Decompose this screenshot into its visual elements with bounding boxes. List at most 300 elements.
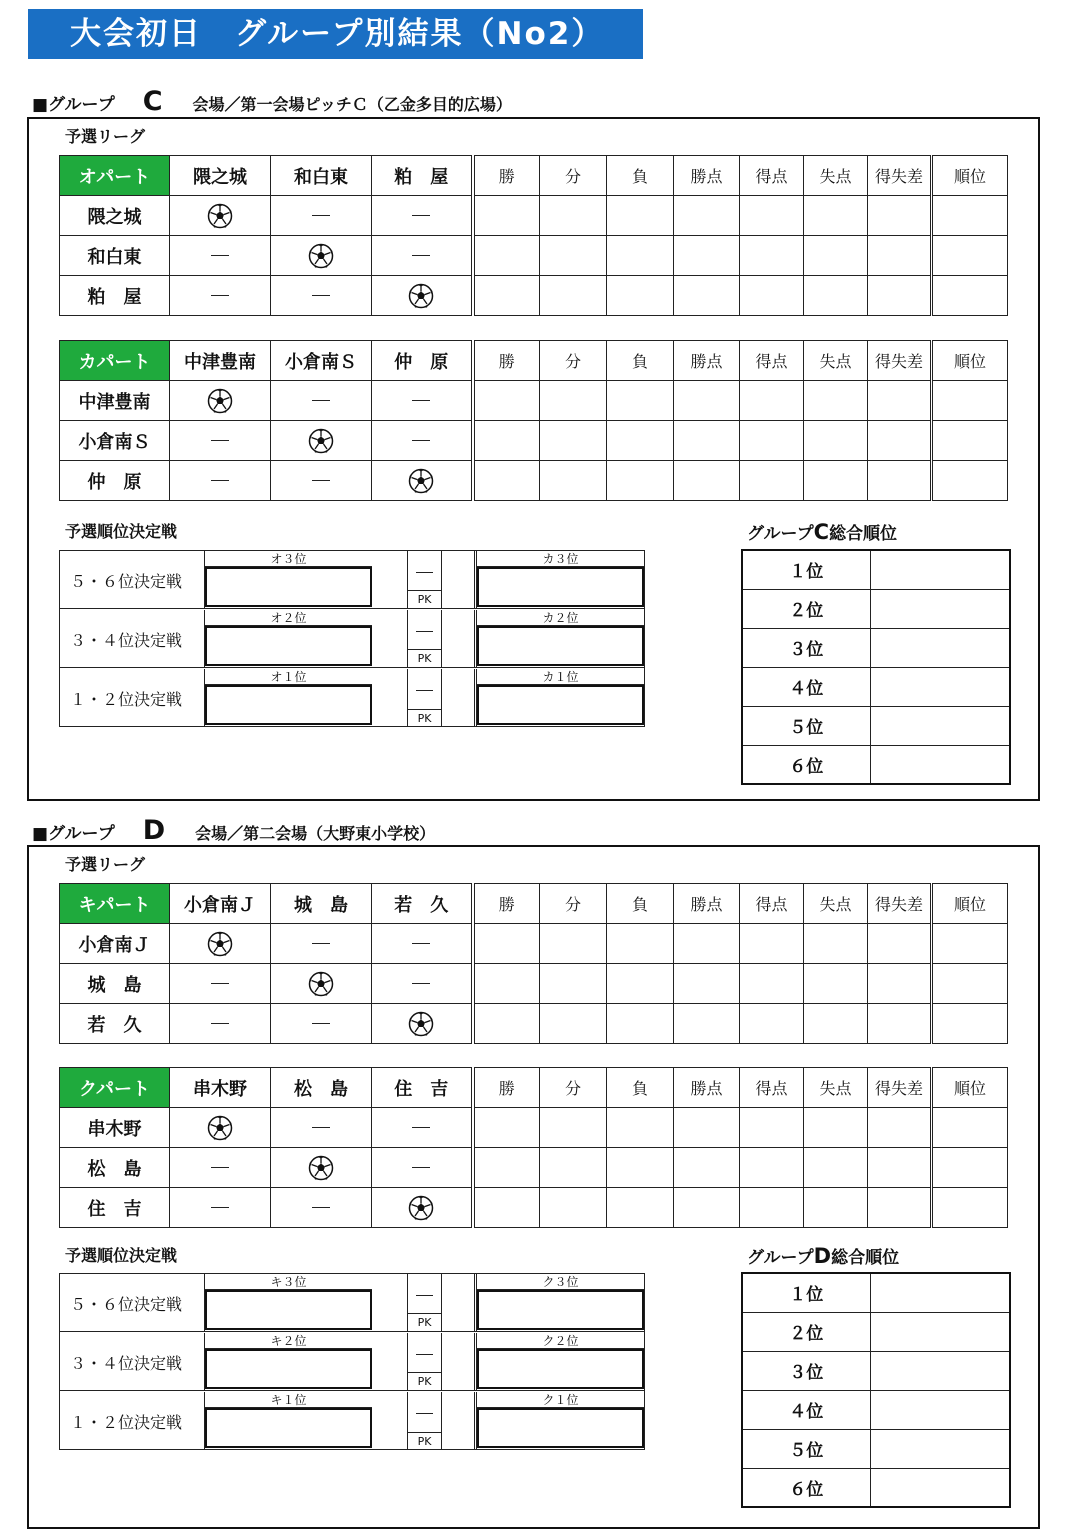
empty-mark — [211, 480, 229, 481]
stat-cell[interactable] — [804, 1108, 868, 1148]
ranking-row — [742, 745, 1010, 784]
stat-cell[interactable] — [674, 964, 740, 1004]
knockout-row — [60, 1333, 644, 1391]
table-row — [60, 1004, 1008, 1044]
rank-team-field[interactable] — [870, 745, 1010, 784]
right-team-field[interactable] — [477, 685, 644, 725]
knockout-match-label: ５・６位決定戦 — [70, 1295, 183, 1314]
team-row-header: 中津豊南 — [60, 381, 170, 421]
stat-cell[interactable] — [868, 421, 932, 461]
soccer-ball-icon — [170, 196, 271, 236]
stat-cell[interactable] — [473, 421, 540, 461]
team-row-header: 若 久 — [60, 1004, 170, 1044]
rank-team-field[interactable] — [870, 1390, 1010, 1429]
knockout-row — [60, 551, 644, 609]
right-seed-label: カ３位 — [477, 551, 644, 567]
team-row-header: 城 島 — [60, 964, 170, 1004]
stat-cell[interactable] — [540, 461, 607, 501]
right-seed-label: ク２位 — [477, 1333, 644, 1349]
stat-header: 勝点 — [674, 341, 740, 381]
empty-mark — [312, 1207, 330, 1208]
score-dash — [416, 1295, 433, 1296]
rank-team-field[interactable] — [870, 667, 1010, 706]
team-row-header: 和白東 — [60, 236, 170, 276]
right-team-field[interactable] — [477, 1408, 644, 1448]
pk-label: PK — [408, 1432, 441, 1450]
soccer-ball-icon — [271, 1148, 372, 1188]
stat-cell[interactable] — [473, 461, 540, 501]
right-team-field[interactable] — [477, 567, 644, 607]
league-label: 予選リーグ — [65, 127, 146, 146]
group-venue: 会場／第二会場（大野東小学校） — [195, 824, 436, 843]
score-box[interactable] — [407, 1274, 442, 1331]
left-team-field[interactable] — [205, 567, 372, 607]
ranking-row — [742, 667, 1010, 706]
stat-cell[interactable] — [868, 276, 932, 316]
score-box[interactable] — [407, 1333, 442, 1390]
match-cell[interactable] — [372, 196, 473, 236]
pk-label: PK — [408, 1313, 441, 1331]
left-seed-label: キ１位 — [205, 1392, 372, 1408]
soccer-ball-icon — [372, 1188, 473, 1228]
empty-mark — [412, 215, 430, 216]
stat-cell[interactable] — [932, 461, 1008, 501]
pk-label: PK — [408, 649, 441, 667]
stat-cell[interactable] — [740, 461, 804, 501]
empty-mark — [312, 1023, 330, 1024]
part-header: クパート — [60, 1068, 170, 1108]
stat-header: 分 — [540, 341, 607, 381]
stat-header: 順位 — [932, 341, 1008, 381]
group-heading — [32, 815, 435, 846]
stat-cell[interactable] — [607, 421, 674, 461]
match-cell[interactable] — [372, 381, 473, 421]
match-cell[interactable] — [271, 1004, 372, 1044]
left-team-field[interactable] — [205, 685, 372, 725]
rank-label: １位 — [742, 1273, 870, 1312]
stat-cell[interactable] — [607, 236, 674, 276]
empty-mark — [211, 440, 229, 441]
ranking-row — [742, 628, 1010, 667]
knockout-row — [60, 1392, 644, 1450]
stat-cell[interactable] — [932, 1148, 1008, 1188]
match-cell[interactable] — [372, 1108, 473, 1148]
stat-cell[interactable] — [473, 924, 540, 964]
stat-cell[interactable] — [932, 236, 1008, 276]
knockout-match-label: １・２位決定戦 — [70, 1413, 183, 1432]
stat-cell[interactable] — [868, 236, 932, 276]
match-cell[interactable] — [271, 196, 372, 236]
stat-cell[interactable] — [868, 924, 932, 964]
empty-mark — [211, 1023, 229, 1024]
left-team-field[interactable] — [205, 1349, 372, 1389]
team-column-header: 仲 原 — [372, 341, 473, 381]
stat-cell[interactable] — [540, 1148, 607, 1188]
league-table — [59, 883, 1008, 1044]
stat-header: 勝 — [473, 884, 540, 924]
left-seed-label: オ１位 — [205, 669, 372, 685]
right-seed-label: カ１位 — [477, 669, 644, 685]
empty-mark — [312, 295, 330, 296]
group-letter: D — [142, 815, 166, 846]
rank-label: ６位 — [742, 1468, 870, 1507]
match-cell[interactable] — [271, 381, 372, 421]
stat-cell[interactable] — [473, 1004, 540, 1044]
stat-header: 勝 — [473, 341, 540, 381]
stat-cell[interactable] — [607, 964, 674, 1004]
part-header: カパート — [60, 341, 170, 381]
stat-cell[interactable] — [540, 1188, 607, 1228]
group-prefix: ■グループ — [32, 824, 115, 844]
left-team-field[interactable] — [205, 626, 372, 666]
knockout-match-label: ３・４位決定戦 — [70, 1354, 183, 1373]
stat-cell[interactable] — [868, 1004, 932, 1044]
stat-cell[interactable] — [804, 276, 868, 316]
knockout-row — [60, 669, 644, 727]
match-cell[interactable] — [170, 276, 271, 316]
stat-header: 得失差 — [868, 884, 932, 924]
stat-header: 得点 — [740, 341, 804, 381]
rank-team-field[interactable] — [870, 1429, 1010, 1468]
stat-cell[interactable] — [674, 1188, 740, 1228]
rank-label: ２位 — [742, 589, 870, 628]
match-cell[interactable] — [271, 1108, 372, 1148]
stat-cell[interactable] — [607, 276, 674, 316]
stat-cell[interactable] — [674, 1148, 740, 1188]
knockout-left-slot — [204, 610, 372, 667]
team-row-header: 小倉南Ｓ — [60, 421, 170, 461]
match-cell[interactable] — [372, 236, 473, 276]
match-cell[interactable] — [170, 1004, 271, 1044]
table-row — [60, 196, 1008, 236]
rank-label: ３位 — [742, 628, 870, 667]
knockout-left-slot — [204, 551, 372, 608]
stat-cell[interactable] — [540, 236, 607, 276]
score-box[interactable] — [407, 551, 442, 608]
match-cell[interactable] — [170, 1188, 271, 1228]
table-row — [60, 1148, 1008, 1188]
stat-header: 得失差 — [868, 341, 932, 381]
ranking-title — [747, 1243, 899, 1268]
stat-cell[interactable] — [804, 236, 868, 276]
match-cell[interactable] — [170, 1148, 271, 1188]
stat-cell[interactable] — [607, 924, 674, 964]
stat-header: 得点 — [740, 1068, 804, 1108]
stat-cell[interactable] — [804, 964, 868, 1004]
team-row-header: 小倉南Ｊ — [60, 924, 170, 964]
rank-team-field[interactable] — [870, 589, 1010, 628]
stat-cell[interactable] — [674, 461, 740, 501]
stat-header: 分 — [540, 156, 607, 196]
stat-header: 順位 — [932, 156, 1008, 196]
left-team-field[interactable] — [205, 1408, 372, 1448]
stat-cell[interactable] — [740, 924, 804, 964]
team-column-header: 中津豊南 — [170, 341, 271, 381]
empty-mark — [412, 1167, 430, 1168]
rank-team-field[interactable] — [870, 1312, 1010, 1351]
stat-cell[interactable] — [932, 1004, 1008, 1044]
team-row-header: 松 島 — [60, 1148, 170, 1188]
rank-label: ４位 — [742, 667, 870, 706]
stat-header: 勝点 — [674, 156, 740, 196]
knockout-match-label: ５・６位決定戦 — [70, 572, 183, 591]
stat-cell[interactable] — [740, 276, 804, 316]
stat-cell[interactable] — [740, 1188, 804, 1228]
empty-mark — [412, 1127, 430, 1128]
ranking-row — [742, 1429, 1010, 1468]
stat-cell[interactable] — [740, 421, 804, 461]
stat-header: 得点 — [740, 884, 804, 924]
team-column-header: 城 島 — [271, 884, 372, 924]
stat-cell[interactable] — [868, 964, 932, 1004]
empty-mark — [312, 1127, 330, 1128]
empty-mark — [412, 400, 430, 401]
stat-cell[interactable] — [473, 1148, 540, 1188]
stat-cell[interactable] — [932, 381, 1008, 421]
ranking-title-prefix: グループ — [747, 1248, 814, 1268]
stat-cell[interactable] — [868, 461, 932, 501]
stat-cell[interactable] — [868, 1188, 932, 1228]
stat-cell[interactable] — [607, 1004, 674, 1044]
rank-label: ５位 — [742, 1429, 870, 1468]
ranking-table — [741, 549, 1011, 785]
team-row-header: 隈之城 — [60, 196, 170, 236]
table-row — [60, 1108, 1008, 1148]
stat-cell[interactable] — [473, 1188, 540, 1228]
stat-cell[interactable] — [674, 924, 740, 964]
right-team-field[interactable] — [477, 1290, 644, 1330]
stat-cell[interactable] — [804, 421, 868, 461]
stat-header: 得点 — [740, 156, 804, 196]
stat-cell[interactable] — [607, 381, 674, 421]
stat-cell[interactable] — [540, 1004, 607, 1044]
match-cell[interactable] — [271, 924, 372, 964]
score-dash — [416, 631, 433, 632]
stat-cell[interactable] — [473, 236, 540, 276]
stat-cell[interactable] — [473, 381, 540, 421]
stat-header: 負 — [607, 341, 674, 381]
stat-cell[interactable] — [607, 1188, 674, 1228]
empty-mark — [211, 983, 229, 984]
left-seed-label: キ３位 — [205, 1274, 372, 1290]
match-cell[interactable] — [271, 461, 372, 501]
stat-cell[interactable] — [932, 1188, 1008, 1228]
stat-cell[interactable] — [607, 1148, 674, 1188]
stat-header: 順位 — [932, 884, 1008, 924]
ranking-title — [747, 519, 897, 544]
stat-cell[interactable] — [740, 196, 804, 236]
table-row — [60, 964, 1008, 1004]
stat-cell[interactable] — [607, 461, 674, 501]
score-dash — [416, 1354, 433, 1355]
left-seed-label: オ２位 — [205, 610, 372, 626]
stat-cell[interactable] — [607, 1108, 674, 1148]
stat-cell[interactable] — [868, 1108, 932, 1148]
stat-cell[interactable] — [674, 196, 740, 236]
soccer-ball-icon — [170, 1108, 271, 1148]
stat-cell[interactable] — [540, 276, 607, 316]
team-row-header: 仲 原 — [60, 461, 170, 501]
match-cell[interactable] — [170, 236, 271, 276]
stat-cell[interactable] — [868, 381, 932, 421]
stat-header: 失点 — [804, 1068, 868, 1108]
stat-cell[interactable] — [932, 276, 1008, 316]
match-cell[interactable] — [271, 1188, 372, 1228]
soccer-ball-icon — [170, 924, 271, 964]
stat-cell[interactable] — [540, 1108, 607, 1148]
match-cell[interactable] — [170, 461, 271, 501]
table-row — [60, 924, 1008, 964]
stat-header: 失点 — [804, 341, 868, 381]
rank-team-field[interactable] — [870, 550, 1010, 589]
stat-cell[interactable] — [932, 1108, 1008, 1148]
stat-header: 勝点 — [674, 884, 740, 924]
stat-cell[interactable] — [932, 964, 1008, 1004]
score-box[interactable] — [407, 610, 442, 667]
stat-header: 負 — [607, 884, 674, 924]
stat-cell[interactable] — [674, 1004, 740, 1044]
group-heading — [32, 86, 512, 117]
stat-cell[interactable] — [932, 421, 1008, 461]
right-team-field[interactable] — [477, 1349, 644, 1389]
stat-header: 分 — [540, 1068, 607, 1108]
stat-header: 失点 — [804, 884, 868, 924]
stat-cell[interactable] — [932, 196, 1008, 236]
team-row-header: 串木野 — [60, 1108, 170, 1148]
soccer-ball-icon — [271, 421, 372, 461]
knockout-right-slot — [474, 551, 644, 608]
empty-mark — [211, 1167, 229, 1168]
stat-cell[interactable] — [868, 196, 932, 236]
team-row-header: 住 吉 — [60, 1188, 170, 1228]
team-column-header: 若 久 — [372, 884, 473, 924]
stat-cell[interactable] — [540, 421, 607, 461]
ranking-row — [742, 1390, 1010, 1429]
rank-team-field[interactable] — [870, 1468, 1010, 1507]
stat-cell[interactable] — [804, 1004, 868, 1044]
table-row — [60, 236, 1008, 276]
stat-cell[interactable] — [804, 196, 868, 236]
stat-header: 失点 — [804, 156, 868, 196]
table-row — [60, 1188, 1008, 1228]
stat-cell[interactable] — [473, 964, 540, 1004]
stat-header: 負 — [607, 1068, 674, 1108]
ranking-row — [742, 706, 1010, 745]
match-cell[interactable] — [372, 964, 473, 1004]
stat-cell[interactable] — [804, 924, 868, 964]
score-box[interactable] — [407, 1392, 442, 1450]
match-cell[interactable] — [170, 964, 271, 1004]
team-column-header: 松 島 — [271, 1068, 372, 1108]
stat-header: 負 — [607, 156, 674, 196]
stat-cell[interactable] — [740, 1108, 804, 1148]
stat-cell[interactable] — [540, 924, 607, 964]
stat-cell[interactable] — [674, 381, 740, 421]
stat-cell[interactable] — [804, 381, 868, 421]
score-box[interactable] — [407, 669, 442, 727]
stat-cell[interactable] — [740, 964, 804, 1004]
stat-cell[interactable] — [740, 381, 804, 421]
rank-team-field[interactable] — [870, 706, 1010, 745]
stat-header: 分 — [540, 884, 607, 924]
rank-team-field[interactable] — [870, 628, 1010, 667]
stat-cell[interactable] — [473, 276, 540, 316]
stat-cell[interactable] — [473, 196, 540, 236]
pk-label: PK — [408, 1372, 441, 1390]
rank-team-field[interactable] — [870, 1273, 1010, 1312]
stat-cell[interactable] — [804, 461, 868, 501]
knockout-left-slot — [204, 669, 372, 727]
table-row — [60, 381, 1008, 421]
team-column-header: 小倉南Ｊ — [170, 884, 271, 924]
stat-cell[interactable] — [868, 1148, 932, 1188]
empty-mark — [211, 255, 229, 256]
soccer-ball-icon — [372, 1004, 473, 1044]
soccer-ball-icon — [271, 964, 372, 1004]
match-cell[interactable] — [372, 421, 473, 461]
stat-cell[interactable] — [540, 196, 607, 236]
right-seed-label: カ２位 — [477, 610, 644, 626]
score-dash — [416, 1413, 433, 1414]
league-table — [59, 340, 1008, 501]
knockout-left-slot — [204, 1274, 372, 1331]
stat-cell[interactable] — [607, 196, 674, 236]
rank-label: ５位 — [742, 706, 870, 745]
stat-cell[interactable] — [804, 1188, 868, 1228]
match-cell[interactable] — [170, 421, 271, 461]
stat-cell[interactable] — [674, 276, 740, 316]
stat-cell[interactable] — [540, 381, 607, 421]
team-row-header: 粕 屋 — [60, 276, 170, 316]
empty-mark — [412, 440, 430, 441]
right-seed-label: ク１位 — [477, 1392, 644, 1408]
team-column-header: 小倉南Ｓ — [271, 341, 372, 381]
stat-cell[interactable] — [804, 1148, 868, 1188]
rank-label: １位 — [742, 550, 870, 589]
ranking-row — [742, 589, 1010, 628]
score-dash — [416, 690, 433, 691]
knockout-left-slot — [204, 1333, 372, 1390]
soccer-ball-icon — [271, 236, 372, 276]
stat-cell[interactable] — [674, 421, 740, 461]
left-team-field[interactable] — [205, 1290, 372, 1330]
stat-cell[interactable] — [540, 964, 607, 1004]
stat-cell[interactable] — [932, 924, 1008, 964]
right-team-field[interactable] — [477, 626, 644, 666]
stat-cell[interactable] — [740, 236, 804, 276]
match-cell[interactable] — [271, 276, 372, 316]
empty-mark — [211, 295, 229, 296]
league-table — [59, 1067, 1008, 1228]
match-cell[interactable] — [372, 924, 473, 964]
knockout-row — [60, 1274, 644, 1332]
knockout-row — [60, 610, 644, 668]
match-cell[interactable] — [372, 1148, 473, 1188]
soccer-ball-icon — [372, 461, 473, 501]
stat-cell[interactable] — [473, 1108, 540, 1148]
stat-cell[interactable] — [674, 236, 740, 276]
page-title: 大会初日 グループ別結果（No2） — [28, 9, 643, 59]
stat-cell[interactable] — [740, 1148, 804, 1188]
empty-mark — [312, 480, 330, 481]
knockout-bracket — [59, 1273, 645, 1450]
stat-cell[interactable] — [740, 1004, 804, 1044]
knockout-right-slot — [474, 610, 644, 667]
ranking-title-suffix: 総合順位 — [829, 524, 898, 544]
stat-cell[interactable] — [674, 1108, 740, 1148]
ranking-row — [742, 1312, 1010, 1351]
rank-team-field[interactable] — [870, 1351, 1010, 1390]
